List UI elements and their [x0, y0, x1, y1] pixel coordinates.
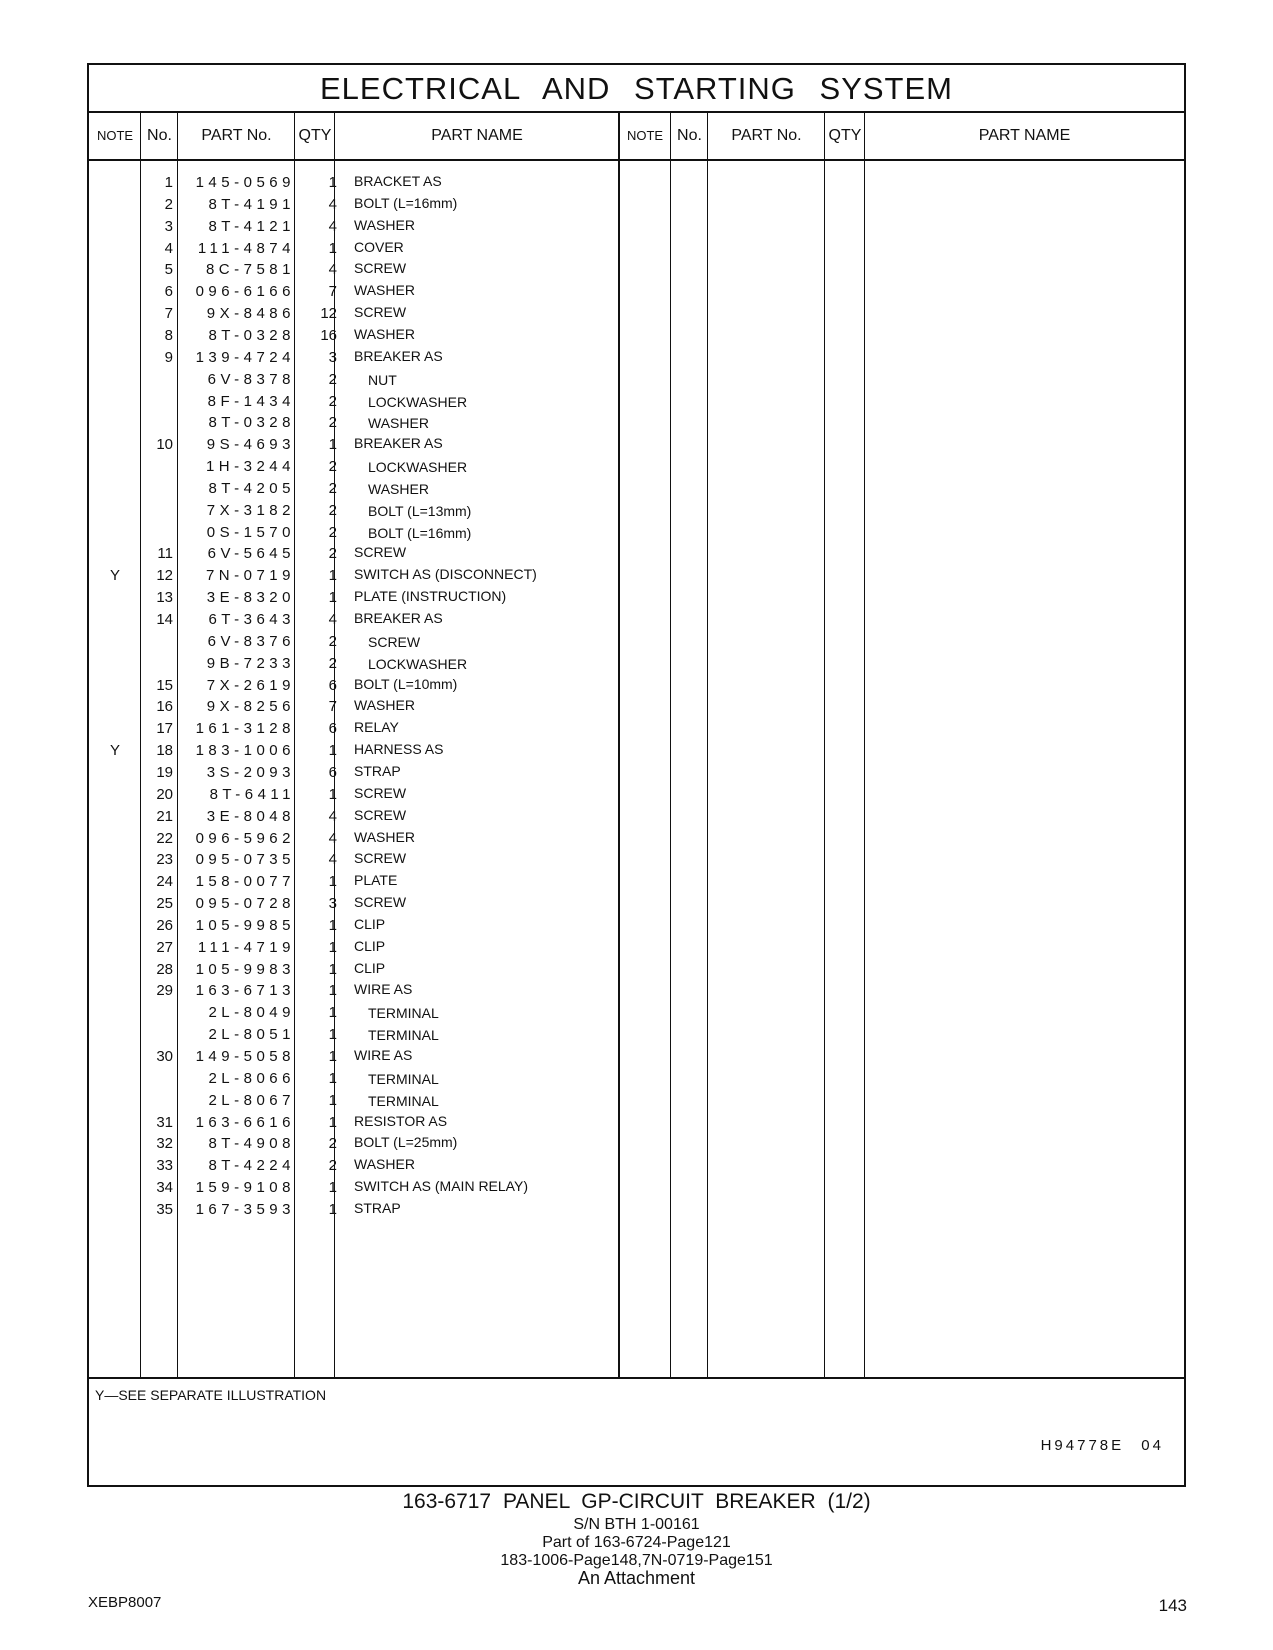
row-item-number: 12: [156, 567, 173, 585]
table-row: [89, 892, 1184, 915]
table-row: [89, 324, 1184, 347]
table-row: [89, 280, 1184, 303]
footnote: Y—SEE SEPARATE ILLUSTRATION: [95, 1387, 327, 1403]
row-item-number: 13: [156, 589, 173, 607]
row-item-number: 10: [156, 436, 173, 454]
row-part-name: LOCKWASHER: [368, 459, 468, 476]
row-item-number: 32: [156, 1135, 173, 1153]
row-item-number: 14: [156, 611, 173, 628]
table-row: [89, 586, 1184, 609]
row-item-number: 29: [156, 982, 173, 1000]
row-quantity: 3: [328, 895, 337, 913]
row-part-number: 6V-8376: [207, 632, 295, 650]
row-part-name: SCREW: [354, 806, 407, 823]
table-row: [89, 1111, 1184, 1134]
row-part-number: 6V-8378: [207, 370, 295, 388]
row-quantity: 2: [328, 1135, 337, 1153]
row-quantity: 1: [328, 1179, 337, 1197]
row-part-name: BOLT (L=16mm): [354, 194, 458, 211]
row-quantity: 7: [328, 283, 337, 301]
table-row: [89, 215, 1184, 238]
row-part-number: 163-6616: [195, 1113, 295, 1131]
row-part-name: SCREW: [354, 544, 407, 561]
table-row: [89, 652, 1184, 675]
row-quantity: 4: [328, 851, 337, 869]
row-part-number: 3E-8320: [206, 589, 295, 607]
row-part-name: STRAP: [354, 762, 401, 779]
table-row: [89, 783, 1184, 806]
parts-list: [89, 161, 1184, 1377]
row-item-number: 7: [164, 305, 173, 323]
row-part-name: BOLT (L=10mm): [354, 675, 458, 692]
table-row: [89, 761, 1184, 784]
row-part-number: 167-3593: [195, 1200, 295, 1218]
row-part-number: 8T-4224: [208, 1157, 295, 1175]
row-quantity: 1: [328, 938, 337, 956]
table-row: [89, 608, 1184, 631]
row-part-name: WIRE AS: [354, 1047, 413, 1063]
row-quantity: 1: [328, 1200, 337, 1218]
row-quantity: 2: [328, 501, 337, 519]
parts-table-frame: [87, 63, 1186, 1487]
row-quantity: 1: [328, 742, 337, 760]
row-item-number: 9: [164, 348, 173, 366]
row-part-number: 9X-8256: [206, 698, 295, 716]
row-item-number: 3: [164, 217, 173, 235]
row-quantity: 2: [328, 479, 337, 497]
row-part-name: STRAP: [354, 1199, 401, 1216]
row-item-number: 1: [164, 174, 173, 191]
row-part-number: 2L-8049: [208, 1004, 295, 1022]
row-part-name: SCREW: [368, 633, 421, 650]
row-part-name: TERMINAL: [368, 1092, 439, 1109]
row-part-number: 145-0569: [195, 174, 295, 191]
row-quantity: 4: [328, 261, 337, 279]
row-part-number: 7X-2619: [206, 676, 295, 694]
row-part-number: 095-0735: [195, 851, 295, 869]
row-item-number: 25: [156, 895, 173, 913]
row-item-number: 18: [156, 742, 173, 760]
row-part-number: 9X-8486: [206, 305, 295, 323]
row-part-number: 7X-3182: [206, 501, 295, 519]
row-part-name: COVER: [354, 238, 404, 255]
row-part-number: 7N-0719: [205, 567, 295, 585]
table-row: [89, 936, 1184, 959]
row-item-number: 30: [156, 1048, 173, 1065]
table-row: [89, 1023, 1184, 1046]
row-part-number: 8T-4205: [208, 479, 295, 497]
row-item-number: 26: [156, 916, 173, 934]
row-part-name: HARNESS AS: [354, 741, 444, 758]
row-part-name: CLIP: [354, 959, 386, 976]
header-part-name-right: PART NAME: [978, 127, 1071, 144]
table-row: [89, 237, 1184, 260]
row-part-number: 9B-7233: [206, 654, 295, 672]
row-quantity: 1: [328, 873, 337, 891]
row-item-number: 19: [156, 763, 173, 781]
row-item-number: 22: [156, 829, 173, 847]
row-quantity: 4: [328, 829, 337, 847]
row-part-name: TERMINAL: [368, 1005, 439, 1022]
table-row: [89, 368, 1184, 391]
illustration-reference-code: H94778E 04: [1040, 1437, 1164, 1454]
table-row: [89, 979, 1184, 1002]
row-quantity: 4: [328, 217, 337, 235]
row-part-name: SWITCH AS (MAIN RELAY): [354, 1178, 528, 1195]
table-row: [89, 258, 1184, 281]
row-part-number: 161-3128: [195, 720, 295, 738]
row-part-number: 8F-1434: [207, 392, 295, 410]
row-quantity: 1: [328, 960, 337, 978]
row-part-number: 105-9983: [195, 960, 295, 978]
row-quantity: 16: [320, 326, 337, 344]
table-row: [89, 455, 1184, 478]
row-note: Y: [109, 567, 120, 585]
row-part-name: CLIP: [354, 915, 386, 932]
row-part-number: 8T-0328: [208, 326, 295, 344]
column-header-row: [89, 113, 1184, 161]
row-part-name: LOCKWASHER: [368, 393, 468, 410]
section-title: ELECTRICAL AND STARTING SYSTEM: [89, 65, 1184, 113]
row-part-name: WASHER: [354, 1156, 415, 1173]
table-row: [89, 433, 1184, 456]
table-row: [89, 630, 1184, 653]
row-quantity: 1: [328, 1026, 337, 1044]
caption-part-of: Part of 163-6724-Page121: [542, 1534, 731, 1551]
row-quantity: 1: [328, 567, 337, 585]
row-part-number: 6V-5645: [207, 545, 295, 563]
table-row: [89, 1067, 1184, 1090]
row-part-name: WASHER: [354, 697, 415, 714]
header-qty-left: QTY: [298, 127, 332, 144]
table-row: [89, 1176, 1184, 1199]
row-quantity: 1: [328, 1091, 337, 1109]
row-quantity: 3: [328, 348, 337, 366]
table-row: [89, 805, 1184, 828]
row-part-number: 3S-2093: [206, 763, 295, 781]
caption-attachment: An Attachment: [577, 1568, 696, 1588]
table-row: [89, 411, 1184, 434]
row-part-number: 8T-0328: [208, 414, 295, 432]
row-quantity: 1: [328, 1113, 337, 1131]
document-code: XEBP8007: [88, 1594, 162, 1611]
row-item-number: 35: [156, 1200, 173, 1218]
row-part-name: TERMINAL: [368, 1027, 439, 1044]
row-part-number: 6T-3643: [208, 611, 295, 628]
row-part-number: 3E-8048: [206, 807, 295, 825]
row-quantity: 4: [328, 807, 337, 825]
table-row: [89, 848, 1184, 871]
row-quantity: 7: [328, 698, 337, 716]
row-part-name: CLIP: [354, 937, 386, 954]
row-quantity: 2: [328, 632, 337, 650]
table-row: [89, 1089, 1184, 1112]
header-note-right: NOTE: [626, 128, 664, 143]
row-item-number: 15: [156, 676, 173, 694]
table-row: [89, 542, 1184, 565]
table-row: [89, 1154, 1184, 1177]
row-part-name: BREAKER AS: [354, 347, 443, 364]
table-row: [89, 193, 1184, 216]
table-row: [89, 717, 1184, 740]
header-part-name-left: PART NAME: [431, 127, 523, 144]
row-item-number: 28: [156, 960, 173, 978]
row-part-number: 8C-7581: [205, 261, 295, 279]
row-part-number: 105-9985: [195, 916, 295, 934]
row-item-number: 20: [156, 785, 173, 803]
row-part-name: SCREW: [354, 784, 407, 801]
row-part-number: 163-6713: [195, 982, 295, 1000]
row-part-name: SCREW: [354, 304, 407, 321]
table-row: [89, 958, 1184, 981]
row-quantity: 4: [328, 611, 337, 628]
row-part-name: WASHER: [354, 282, 415, 299]
row-quantity: 2: [328, 1157, 337, 1175]
row-item-number: 16: [156, 698, 173, 716]
table-row: [89, 1001, 1184, 1024]
header-no-right: No.: [677, 127, 702, 144]
row-quantity: 2: [328, 414, 337, 432]
row-part-name: SCREW: [354, 894, 407, 911]
row-part-number: 9S-4693: [206, 436, 295, 454]
row-part-number: 2L-8067: [208, 1091, 295, 1109]
row-part-name: SCREW: [354, 850, 407, 867]
row-quantity: 1: [328, 436, 337, 454]
header-qty-right: QTY: [828, 127, 862, 144]
footer-divider: [89, 1377, 1184, 1379]
table-row: [89, 346, 1184, 369]
row-item-number: 21: [156, 807, 173, 825]
row-quantity: 1: [328, 589, 337, 607]
row-part-name: WASHER: [368, 415, 429, 432]
table-row: [89, 870, 1184, 893]
header-no-left: No.: [147, 127, 172, 144]
row-quantity: 12: [320, 305, 337, 323]
row-part-number: 1H-3244: [205, 458, 295, 476]
row-part-number: 159-9108: [195, 1179, 295, 1197]
row-quantity: 1: [328, 1004, 337, 1022]
row-quantity: 2: [328, 370, 337, 388]
row-part-name: WASHER: [354, 216, 415, 233]
row-item-number: 24: [156, 873, 173, 891]
row-part-name: BOLT (L=25mm): [354, 1134, 458, 1151]
row-part-name: WIRE AS: [354, 981, 413, 998]
table-row: [89, 477, 1184, 500]
row-part-number: 8T-4191: [208, 195, 295, 213]
row-part-number: 8T-4908: [208, 1135, 295, 1153]
row-quantity: 2: [328, 458, 337, 476]
row-part-name: BOLT (L=13mm): [368, 502, 472, 519]
row-part-name: RELAY: [354, 719, 399, 736]
row-quantity: 4: [328, 195, 337, 213]
row-quantity: 2: [328, 523, 337, 541]
table-row: [89, 1198, 1184, 1221]
table-row: [89, 302, 1184, 325]
row-part-number: 2L-8051: [208, 1026, 295, 1044]
row-part-number: 096-6166: [195, 283, 295, 301]
row-item-number: 6: [164, 283, 173, 301]
table-row: [89, 914, 1184, 937]
table-row: [89, 695, 1184, 718]
row-quantity: 1: [328, 174, 337, 191]
row-quantity: 1: [328, 982, 337, 1000]
row-quantity: 1: [328, 916, 337, 934]
row-quantity: 2: [328, 392, 337, 410]
caption-cross-references: 183-1006-Page148,7N-0719-Page151: [500, 1552, 773, 1569]
row-part-name: PLATE: [354, 872, 398, 889]
table-row: [89, 1045, 1184, 1068]
row-item-number: 34: [156, 1179, 173, 1197]
row-part-name: BOLT (L=16mm): [368, 524, 472, 541]
row-part-name: SCREW: [354, 260, 407, 277]
header-part-no-right: PART No.: [731, 127, 802, 144]
row-item-number: 2: [164, 195, 173, 213]
row-item-number: 31: [156, 1113, 173, 1131]
row-quantity: 1: [328, 1048, 337, 1065]
page-number: 143: [1158, 1596, 1187, 1615]
table-row: [89, 499, 1184, 522]
row-part-name: BREAKER AS: [354, 610, 443, 626]
row-part-name: BRACKET AS: [354, 173, 442, 189]
row-part-number: 2L-8066: [208, 1069, 295, 1087]
row-note: Y: [109, 742, 120, 760]
row-item-number: 23: [156, 851, 173, 869]
row-part-name: SWITCH AS (DISCONNECT): [354, 566, 537, 583]
row-part-name: LOCKWASHER: [368, 655, 468, 672]
row-quantity: 1: [328, 785, 337, 803]
row-part-name: TERMINAL: [368, 1070, 439, 1087]
row-part-number: 183-1006: [195, 742, 295, 760]
table-row: [89, 521, 1184, 544]
row-quantity: 6: [328, 720, 337, 738]
row-part-name: PLATE (INSTRUCTION): [354, 588, 507, 605]
row-part-number: 0S-1570: [206, 523, 295, 541]
row-item-number: 5: [164, 261, 173, 279]
header-note-left: NOTE: [96, 128, 134, 143]
row-item-number: 27: [156, 938, 173, 956]
row-part-name: RESISTOR AS: [354, 1112, 448, 1129]
row-part-name: NUT: [368, 371, 397, 388]
row-part-number: 096-5962: [195, 829, 295, 847]
row-part-number: 149-5058: [195, 1048, 295, 1065]
row-part-number: 095-0728: [195, 895, 295, 913]
row-quantity: 6: [328, 676, 337, 694]
caption-serial-number: S/N BTH 1-00161: [573, 1516, 700, 1533]
table-row: [89, 827, 1184, 850]
row-item-number: 33: [156, 1157, 173, 1175]
row-part-number: 111-4719: [197, 938, 295, 956]
row-quantity: 1: [328, 239, 337, 257]
table-row: [89, 1132, 1184, 1155]
row-part-number: 139-4724: [195, 348, 295, 366]
row-item-number: 4: [164, 239, 173, 257]
row-part-number: 8T-6411: [209, 785, 295, 803]
table-row: [89, 171, 1184, 194]
row-part-name: BREAKER AS: [354, 435, 443, 452]
table-row: [89, 739, 1184, 762]
table-row: [89, 564, 1184, 587]
header-part-no-left: PART No.: [201, 127, 272, 144]
row-part-name: WASHER: [354, 828, 415, 845]
row-quantity: 6: [328, 763, 337, 781]
row-part-name: WASHER: [368, 480, 429, 497]
row-item-number: 8: [164, 326, 173, 344]
row-quantity: 1: [328, 1069, 337, 1087]
row-part-name: WASHER: [354, 325, 415, 342]
row-part-number: 158-0077: [195, 873, 295, 891]
row-item-number: 17: [156, 720, 173, 738]
row-quantity: 2: [328, 654, 337, 672]
row-part-number: 111-4874: [197, 239, 295, 257]
row-part-number: 8T-4121: [208, 217, 295, 235]
row-item-number: 11: [157, 545, 173, 563]
row-quantity: 2: [328, 545, 337, 563]
table-row: [89, 390, 1184, 413]
table-row: [89, 674, 1184, 697]
panel-caption-title: 163-6717 PANEL GP-CIRCUIT BREAKER (1/2): [402, 1490, 871, 1513]
